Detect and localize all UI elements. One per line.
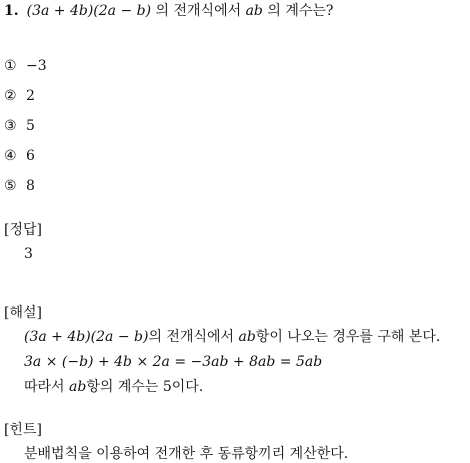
option-3-value: 5	[26, 118, 35, 134]
explanation-variable: ab	[238, 329, 256, 345]
option-4[interactable]	[4, 147, 35, 165]
option-5-value: 8	[26, 178, 35, 194]
option-4-mark: ④	[4, 148, 17, 164]
option-2-mark: ②	[4, 88, 17, 104]
explanation-line-3	[24, 378, 203, 396]
hint-text: 분배법칙을 이용하여 전개한 후 동류항끼리 계산한다.	[24, 446, 349, 462]
option-4-value: 6	[26, 148, 35, 164]
explanation-label: [해설]	[4, 305, 42, 321]
explanation-line-1	[24, 328, 440, 346]
option-5[interactable]	[4, 177, 35, 195]
explanation-line-1-end: 항이 나오는 경우를 구해 본다.	[255, 329, 441, 345]
option-3[interactable]	[4, 117, 35, 135]
explanation-line-3-end: 항의 계수는 5이다.	[86, 379, 204, 395]
question-number: 1.	[4, 3, 19, 19]
option-1-mark: ①	[4, 58, 17, 74]
question-expression: (3a + 4b)(2a − b)	[26, 3, 152, 19]
option-1-value: −3	[26, 58, 47, 74]
question-title	[4, 2, 333, 20]
option-2[interactable]	[4, 87, 35, 105]
answer-label: [정답]	[4, 222, 42, 238]
option-1[interactable]	[4, 57, 47, 75]
answer-value: 3	[24, 246, 33, 262]
option-3-mark: ③	[4, 118, 17, 134]
explanation-expression: (3a + 4b)(2a − b)	[24, 329, 149, 345]
explanation-line-1-mid: 의 전개식에서	[148, 329, 239, 345]
explanation-line-2: 3a × (−b) + 4b × 2a = −3ab + 8ab = 5ab	[24, 354, 323, 370]
hint-label: [힌트]	[4, 422, 42, 438]
question-text-end: 의 계수는?	[262, 3, 334, 19]
explanation-line-3-variable: ab	[69, 379, 87, 395]
explanation-line-3-start: 따라서	[24, 379, 70, 395]
question-variable: ab	[245, 3, 263, 19]
question-text-middle: 의 전개식에서	[151, 3, 246, 19]
option-2-value: 2	[26, 88, 35, 104]
option-5-mark: ⑤	[4, 178, 17, 194]
